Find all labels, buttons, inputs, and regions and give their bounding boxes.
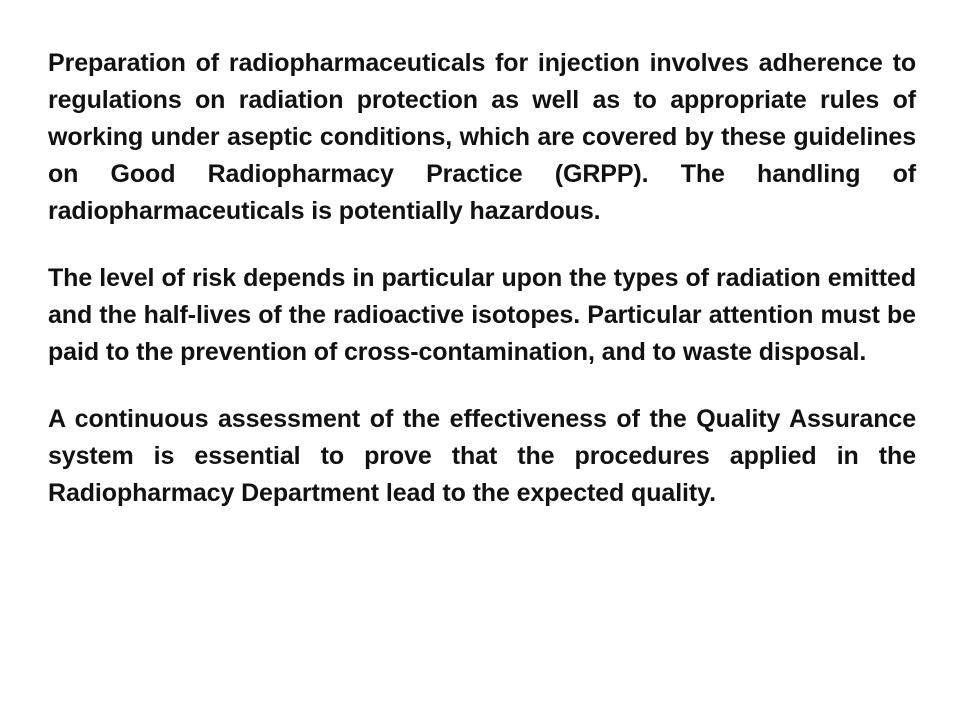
paragraph-quality-assurance: A continuous assessment of the effectiveness of the Quality Assurance system is essential to prove that the procedures applied in the Radiopharmacy Department lead to the expected quality. — [48, 405, 916, 507]
paragraph-risk-level: The level of risk depends in particular upon the types of radiation emitted and the half-lives of the radioactive isotopes. Particular attention must be paid to the prevention of cross-contamination, and to waste disposal. — [48, 264, 916, 366]
paragraph-grpp-intro: Preparation of radiopharmaceuticals for injection involves adherence to regulations on radiation protection as well as to appropriate rules of working under aseptic conditions, which are covered by these guidelines on Good Radiopharmacy Practice (GRPP). The handling of radiopharmaceuticals is potentially hazardous. — [48, 49, 916, 225]
text-body — [48, 45, 916, 512]
